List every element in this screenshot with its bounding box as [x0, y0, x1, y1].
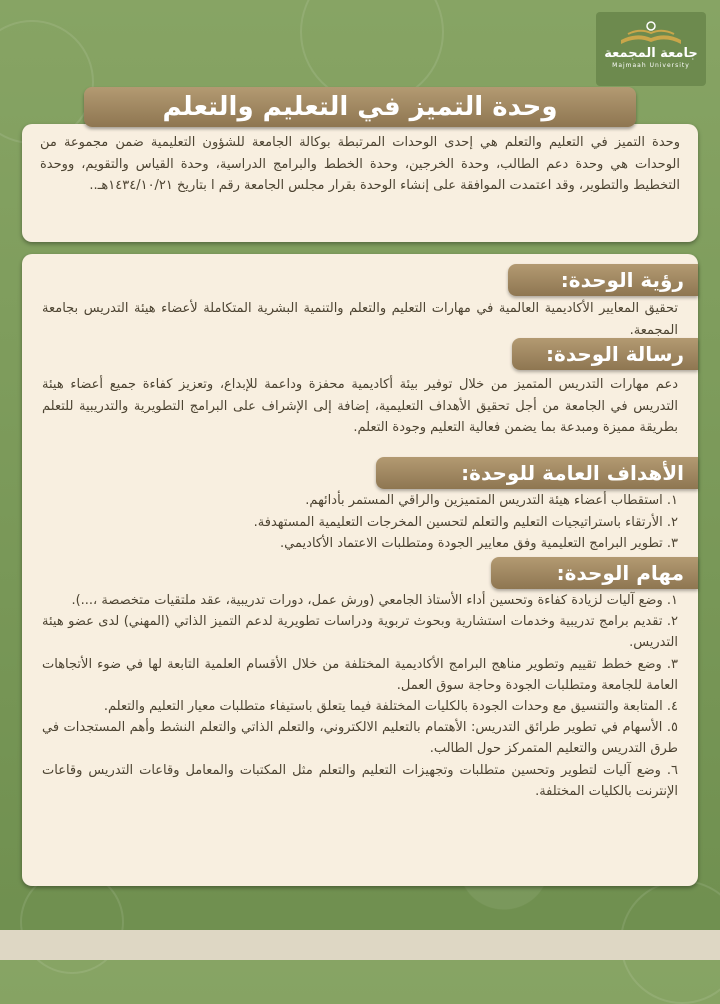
list-item: ٣. تطوير البرامج التعليمية وفق معايير الجودة ومتطلبات الاعتماد الأكاديمي. — [280, 536, 678, 551]
footer-strip — [0, 930, 720, 960]
university-logo — [596, 12, 706, 86]
page-title: وحدة التميز في التعليم والتعلم — [84, 87, 636, 127]
list-item: ٢. تقديم برامج تدريبية وخدمات استشارية وبحوث تربوية ودراسات تطويرية لدعم التميز الذاتي (المهني) لدى عضو هيئة التدريس. — [42, 614, 678, 651]
mission-text: دعم مهارات التدريس المتميز من خلال توفير بيئة أكاديمية محفزة وداعمة للإبداع، وتعزيز كفاءة جميع أعضاء هيئة التدريس في الجامعة من أجل تحقيق الأهداف التعليمية، إضافة إلى الإشراف على البرامج التطويرية والتدريبية للتعلم بطريقة مميزة ومبدعة بما يضمن فعالية التعليم وجودة التعلم. — [42, 377, 678, 435]
vision-text: تحقيق المعايير الأكاديمية العالمية في مهارات التعليم والتعلم والتنمية البشرية المتكاملة لأعضاء هيئة التدريس بجامعة المجمعة. — [42, 301, 678, 338]
vision-heading: رؤية الوحدة: — [508, 264, 698, 296]
goals-list — [42, 490, 678, 555]
intro-paragraph: وحدة التميز في التعليم والتعلم هي إحدى الوحدات المرتبطة بوكالة الجامعة للشؤون التعليمية ضمن مجموعة من الوحدات هي وحدة دعم الطالب، وحدة الخرجين، وحدة الخطط والبرامج الدراسية، وحدة القياس والتقويم، ووحدة التخطيط والتطوير، وقد اعتمدت الموافقة على إنشاء الوحدة بقرار مجلس الجامعة رقم ا بتاريخ ١٤٣٤/١٠/٢١هـ.. — [40, 135, 680, 193]
intro-card — [22, 124, 698, 242]
tasks-heading: مهام الوحدة: — [491, 557, 698, 589]
list-item: ١. وضع آليات لزيادة كفاءة وتحسين أداء الأستاذ الجامعي (ورش عمل، دورات تدريبية، عقد ملتقيات متخصصة ،...). — [71, 593, 678, 608]
list-item: ٣. وضع خطط تقييم وتطوير مناهج البرامج الأكاديمية المختلفة من خلال الأقسام العلمية التابعة لها في ضوء الأتجاهات العامة للجامعة ومتطلبات الجودة وحاجة سوق العمل. — [42, 656, 678, 693]
list-item: ٤. المتابعة والتنسيق مع وحدات الجودة بالكليات المختلفة فيما يتعلق باستيفاء متطلبات معيار التعليم والتعلم. — [103, 699, 678, 715]
tasks-list — [42, 590, 678, 802]
list-item: ٥. الأسهام في تطوير طرائق التدريس: الأهتمام بالتعليم الالكتروني، والتعلم الذاتي والتعلم النشط وأهم المستجدات في طرق التدريس والتعليم المتمركز حول الطالب. — [42, 720, 678, 757]
logo-english-name: Majmaah University — [612, 62, 690, 69]
list-item: ٦. وضع آليات لتطوير وتحسين متطلبات وتجهيزات التعليم والتعلم مثل المكتبات والمعامل وقاعات التدريس وقاعات الإنترنت بالكليات المختلفة. — [42, 762, 678, 799]
goals-heading: الأهداف العامة للوحدة: — [376, 457, 698, 489]
list-item: ٢. الأرتقاء باستراتيجيات التعليم والتعلم لتحسين المخرجات التعليمية المستهدفة. — [253, 514, 678, 530]
mission-heading: رسالة الوحدة: — [512, 338, 698, 370]
logo-arabic-name: جامعة المجمعة — [604, 46, 698, 61]
book-logo-icon — [616, 18, 686, 48]
list-item: ١. استقطاب أعضاء هيئة التدريس المتميزين والراقي المستمر بأدائهم. — [305, 493, 678, 508]
main-card — [22, 254, 698, 886]
